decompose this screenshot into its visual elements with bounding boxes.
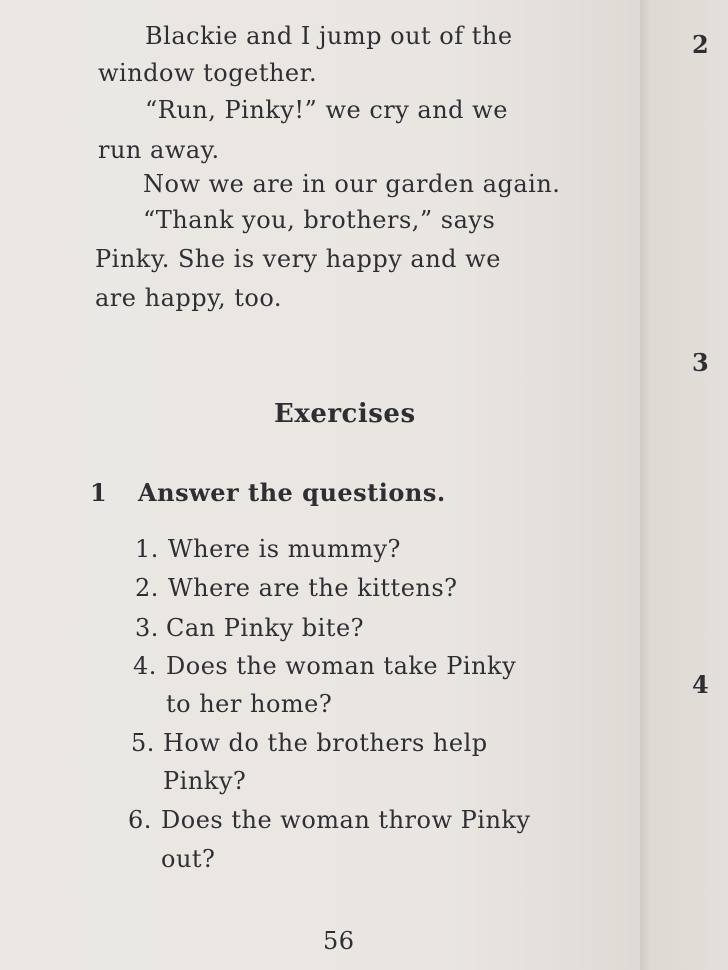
question-text: Does the woman throw Pinky bbox=[161, 806, 531, 834]
story-line: “Thank you, brothers,” says bbox=[143, 206, 496, 234]
story-line: window together. bbox=[98, 59, 318, 87]
question-text: Where is mummy? bbox=[168, 535, 401, 563]
question-text: How do the brothers help bbox=[163, 729, 488, 757]
question-text: Pinky? bbox=[163, 767, 247, 795]
question-number: 4. bbox=[133, 652, 157, 680]
question-number: 2. bbox=[135, 574, 159, 602]
margin-exercise-number: 2 bbox=[692, 30, 709, 59]
question-number: 5. bbox=[131, 729, 155, 757]
question-text: Can Pinky bite? bbox=[166, 614, 365, 642]
story-line: Blackie and I jump out of the bbox=[145, 22, 513, 50]
page-number: 56 bbox=[323, 927, 355, 955]
margin-exercise-number: 4 bbox=[692, 670, 709, 699]
question-text: to her home? bbox=[166, 690, 333, 718]
story-line: Now we are in our garden again. bbox=[143, 170, 561, 198]
question-text: Does the woman take Pinky bbox=[166, 652, 517, 680]
story-line: “Run, Pinky!” we cry and we bbox=[145, 96, 508, 124]
margin-exercise-number: 3 bbox=[692, 348, 709, 377]
task-title: Answer the questions. bbox=[138, 478, 446, 507]
question-number: 1. bbox=[135, 535, 159, 563]
question-text: Where are the kittens? bbox=[168, 574, 458, 602]
exercises-heading: Exercises bbox=[274, 399, 416, 429]
next-page-edge bbox=[640, 0, 728, 970]
question-text: out? bbox=[161, 845, 216, 873]
story-line: run away. bbox=[98, 136, 220, 164]
question-number: 6. bbox=[128, 806, 152, 834]
task-number: 1 bbox=[90, 478, 108, 507]
question-number: 3. bbox=[135, 614, 159, 642]
story-line: Pinky. She is very happy and we bbox=[95, 245, 501, 273]
story-line: are happy, too. bbox=[95, 284, 282, 312]
